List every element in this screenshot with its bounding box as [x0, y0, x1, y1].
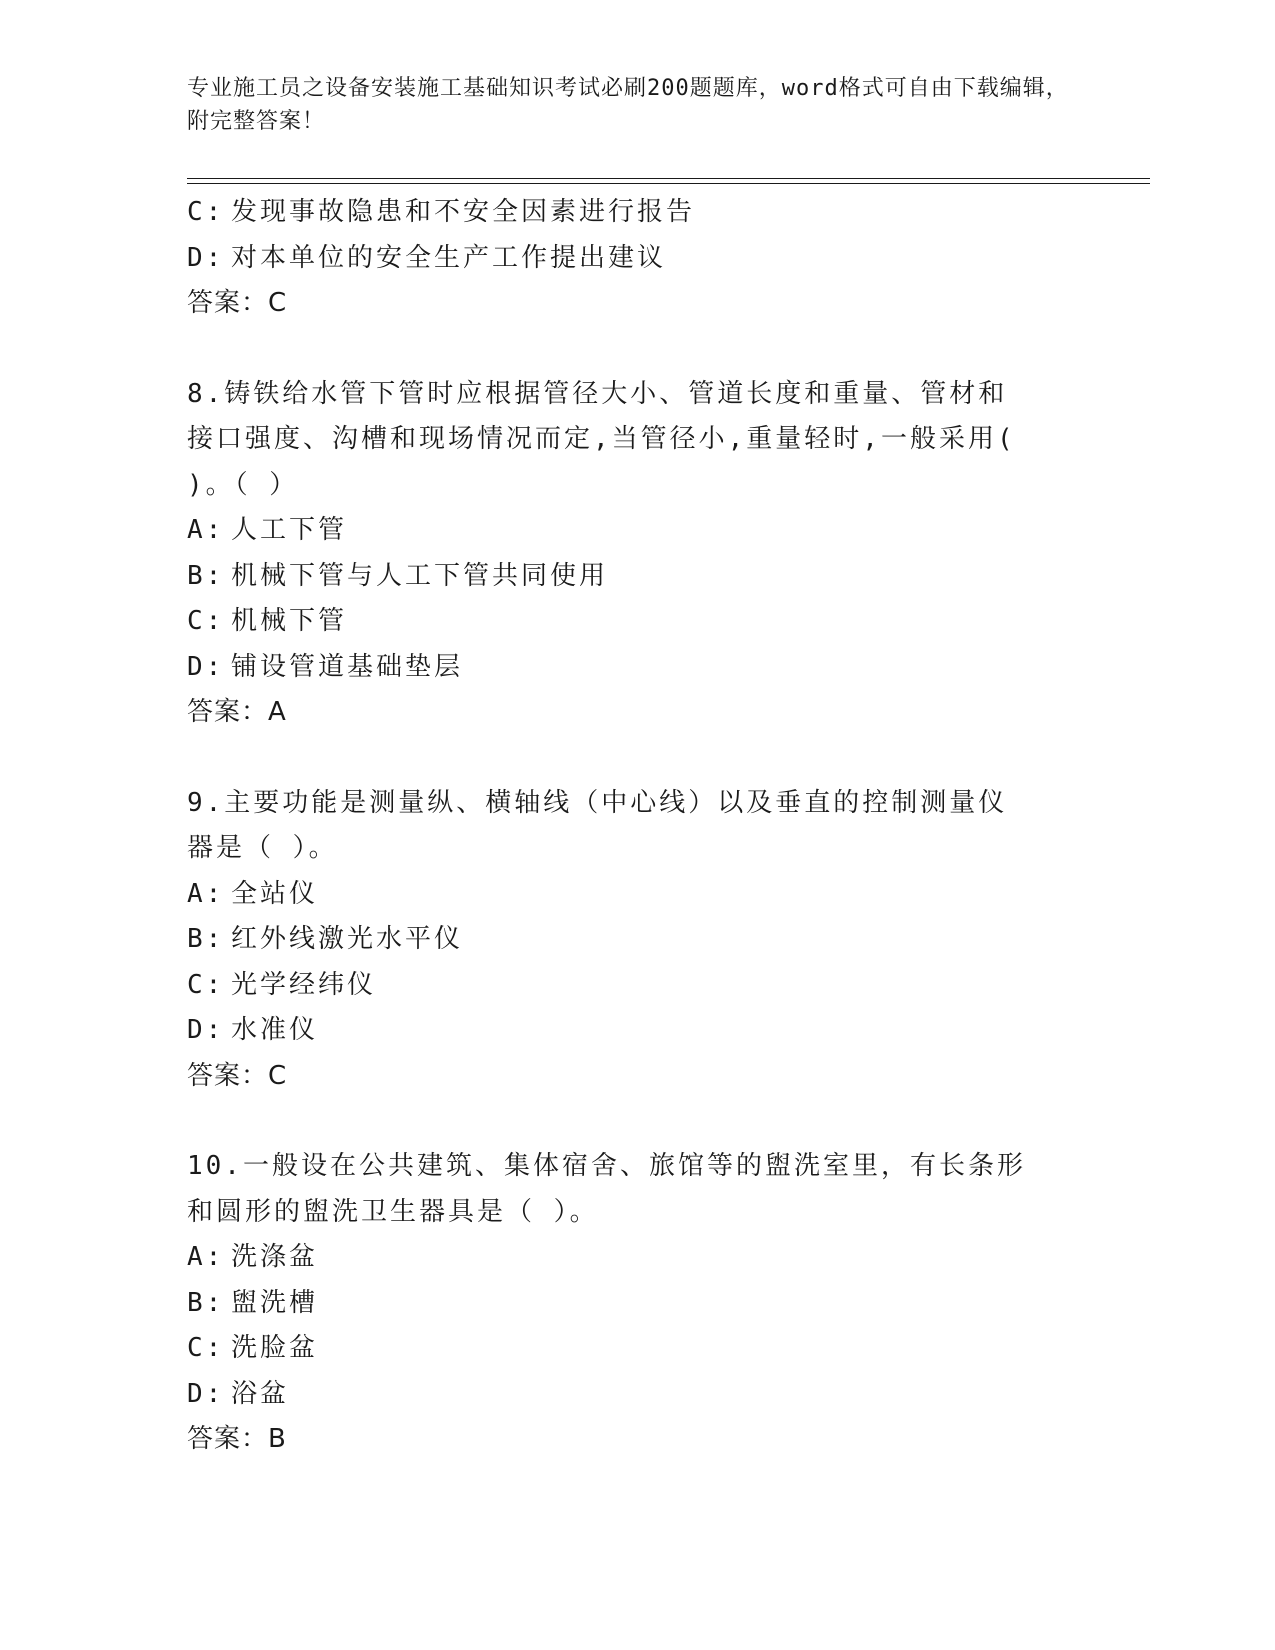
answer-line: 答案：B [187, 1424, 287, 1454]
option-row [187, 1235, 1087, 1281]
option-row [187, 963, 1087, 1009]
option-text: 全站仪 [231, 878, 319, 909]
option-row [187, 1008, 1087, 1054]
option-letter: C: [187, 969, 225, 1000]
header-divider-top [187, 178, 1150, 179]
option-text: 水准仪 [231, 1015, 319, 1045]
option-row [187, 645, 1087, 691]
option-letter: A: [187, 515, 225, 545]
option-text: 洗脸盆 [231, 1333, 319, 1363]
option-text: 人工下管 [231, 515, 348, 545]
option-text: 对本单位的安全生产工作提出建议 [231, 242, 667, 273]
option-row [187, 1281, 1087, 1327]
spacer [187, 736, 1087, 781]
header-divider-bottom [187, 183, 1150, 184]
option-text: 机械下管与人工下管共同使用 [231, 560, 609, 591]
option-text: 洗涤盆 [231, 1242, 319, 1272]
answer-line: 答案：C [187, 288, 288, 318]
option-row [187, 872, 1087, 918]
option-letter: B: [187, 1287, 225, 1318]
question-stem: 9.主要功能是测量纵、横轴线（中心线）以及垂直的控制测量仪器是（ ）。 [187, 787, 1008, 863]
option-letter: C: [187, 197, 225, 227]
option-letter: D: [187, 242, 225, 273]
document-header: 专业施工员之设备安装施工基础知识考试必刷200题题库，word格式可自由下载编辑，附完整答案！ [187, 76, 1069, 134]
option-letter: C: [187, 1333, 225, 1363]
option-row [187, 1326, 1087, 1372]
question-stem: 8.铸铁给水管下管时应根据管径大小、管道长度和重量、管材和接口强度、沟槽和现场情况而定,当管径小,重量轻时,一般采用( )。（ ） [187, 378, 1016, 500]
option-row [187, 508, 1087, 554]
option-row [187, 236, 1087, 282]
option-letter: A: [187, 1242, 225, 1272]
option-text: 光学经纬仪 [231, 969, 377, 1000]
question-content [187, 190, 1087, 1463]
option-row [187, 190, 1087, 236]
option-row [187, 554, 1087, 600]
option-letter: C: [187, 606, 225, 636]
option-text: 铺设管道基础垫层 [231, 651, 464, 682]
option-row [187, 917, 1087, 963]
option-letter: B: [187, 560, 225, 591]
option-letter: D: [187, 1015, 225, 1045]
option-row [187, 1372, 1087, 1418]
answer-line: 答案：C [187, 1060, 288, 1091]
option-text: 浴盆 [231, 1378, 290, 1409]
option-letter: A: [187, 878, 225, 909]
option-text: 发现事故隐患和不安全因素进行报告 [231, 197, 696, 227]
option-text: 红外线激光水平仪 [231, 924, 464, 954]
option-row [187, 599, 1087, 645]
option-letter: B: [187, 924, 225, 954]
option-letter: D: [187, 1378, 225, 1409]
option-text: 机械下管 [231, 606, 348, 636]
spacer [187, 1099, 1087, 1144]
option-letter: D: [187, 651, 225, 682]
option-text: 盥洗槽 [231, 1287, 319, 1318]
spacer [187, 327, 1087, 372]
answer-line: 答案：A [187, 697, 287, 727]
question-stem: 10.一般设在公共建筑、集体宿舍、旅馆等的盥洗室里，有长条形和圆形的盥洗卫生器具是（ ）。 [187, 1151, 1026, 1227]
